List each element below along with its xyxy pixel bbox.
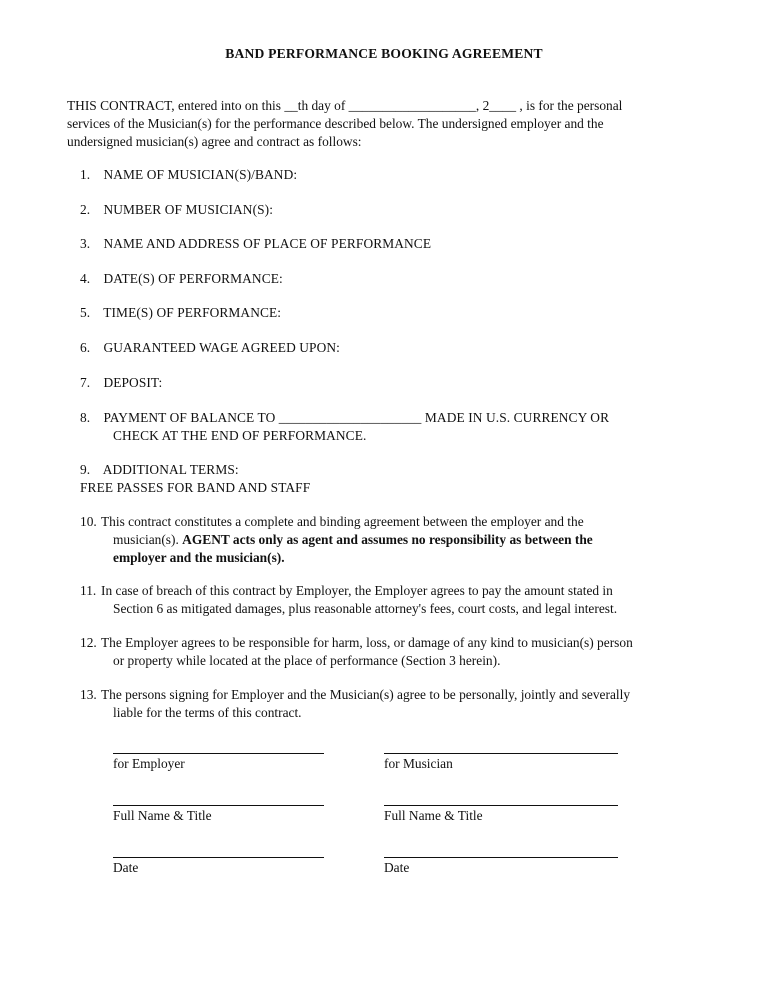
clause-number: 13. bbox=[80, 687, 97, 702]
item-number: 4. bbox=[80, 271, 91, 286]
item-text-continued: CHECK AT THE END OF PERFORMANCE. bbox=[113, 428, 367, 443]
item-4 bbox=[80, 270, 720, 288]
item-3 bbox=[80, 235, 720, 253]
item-5 bbox=[80, 304, 720, 322]
item-text: ADDITIONAL TERMS: bbox=[102, 462, 239, 477]
musician-signature-line[interactable] bbox=[384, 753, 618, 754]
intro-paragraph bbox=[67, 97, 717, 151]
item-text: NAME OF MUSICIAN(S)/BAND: bbox=[103, 167, 298, 182]
item-number: 6. bbox=[80, 340, 91, 355]
intro-line-2: services of the Musician(s) for the performance described below. The undersigned employer and the bbox=[67, 116, 604, 131]
item-number: 2. bbox=[80, 202, 91, 217]
clause-line: Section 6 as mitigated damages, plus reasonable attorney's fees, court costs, and legal interest. bbox=[113, 601, 618, 616]
item-text: DATE(S) OF PERFORMANCE: bbox=[103, 271, 283, 286]
item-text: TIME(S) OF PERFORMANCE: bbox=[103, 305, 282, 320]
document-title: BAND PERFORMANCE BOOKING AGREEMENT bbox=[225, 46, 543, 61]
intro-line-1: THIS CONTRACT, entered into on this __th day of ___________________, 2____ , is for the personal bbox=[67, 98, 623, 113]
item-1 bbox=[80, 166, 720, 184]
item-8 bbox=[80, 409, 720, 445]
clause-12 bbox=[80, 634, 710, 670]
clause-11 bbox=[80, 582, 710, 618]
clause-line: liable for the terms of this contract. bbox=[113, 705, 302, 720]
item-text: NAME AND ADDRESS OF PLACE OF PERFORMANCE bbox=[103, 236, 432, 251]
item-number: 5. bbox=[80, 305, 91, 320]
clause-number: 12. bbox=[80, 635, 97, 650]
item-text: PAYMENT OF BALANCE TO _____________________ MADE IN U.S. CURRENCY OR bbox=[103, 410, 610, 425]
intro-line-3: undersigned musician(s) agree and contract as follows: bbox=[67, 134, 362, 149]
clause-10 bbox=[80, 513, 710, 567]
item-7 bbox=[80, 374, 720, 392]
musician-name-title-label: Full Name & Title bbox=[384, 808, 483, 823]
clause-line: In case of breach of this contract by Employer, the Employer agrees to pay the amount stated in bbox=[101, 583, 613, 598]
clause-line: The Employer agrees to be responsible for harm, loss, or damage of any kind to musician(s) person bbox=[101, 635, 633, 650]
item-number: 3. bbox=[80, 236, 91, 251]
item-9 bbox=[80, 461, 720, 497]
employer-signature-line[interactable] bbox=[113, 753, 324, 754]
additional-terms-text: FREE PASSES FOR BAND AND STAFF bbox=[80, 480, 311, 495]
employer-name-title-label: Full Name & Title bbox=[113, 808, 212, 823]
item-text: GUARANTEED WAGE AGREED UPON: bbox=[103, 340, 340, 355]
clause-bold-text: AGENT acts only as agent and assumes no responsibility as between the bbox=[182, 532, 593, 547]
clause-text: musician(s). bbox=[113, 532, 183, 547]
employer-date-line[interactable] bbox=[113, 857, 324, 858]
item-number: 9. bbox=[80, 462, 91, 477]
employer-signature-label: for Employer bbox=[113, 756, 185, 771]
item-number: 8. bbox=[80, 410, 91, 425]
item-text: NUMBER OF MUSICIAN(S): bbox=[103, 202, 274, 217]
clause-line: This contract constitutes a complete and binding agreement between the employer and the bbox=[101, 514, 584, 529]
musician-date-line[interactable] bbox=[384, 857, 618, 858]
item-text: DEPOSIT: bbox=[103, 375, 163, 390]
clause-line bbox=[80, 531, 710, 549]
clause-number: 11. bbox=[80, 583, 97, 598]
item-number: 1. bbox=[80, 167, 91, 182]
item-6 bbox=[80, 339, 720, 357]
clause-line: or property while located at the place of performance (Section 3 herein). bbox=[113, 653, 501, 668]
item-2 bbox=[80, 201, 720, 219]
employer-name-title-line[interactable] bbox=[113, 805, 324, 806]
musician-date-label: Date bbox=[384, 860, 410, 875]
musician-signature-label: for Musician bbox=[384, 756, 453, 771]
clause-number: 10. bbox=[80, 514, 97, 529]
clause-13 bbox=[80, 686, 710, 722]
item-number: 7. bbox=[80, 375, 91, 390]
musician-name-title-line[interactable] bbox=[384, 805, 618, 806]
clause-bold-line: employer and the musician(s). bbox=[113, 550, 285, 565]
employer-date-label: Date bbox=[113, 860, 139, 875]
clause-line: The persons signing for Employer and the Musician(s) agree to be personally, jointly and severally bbox=[101, 687, 631, 702]
